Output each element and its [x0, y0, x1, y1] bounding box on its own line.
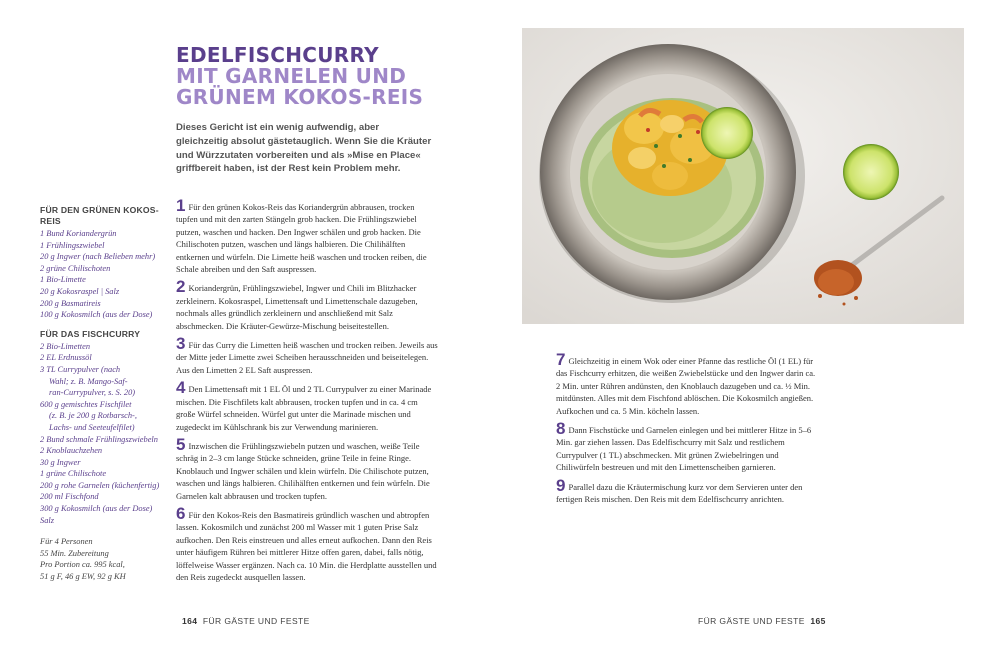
step-4 — [176, 378, 438, 433]
ingredient-item: 300 g Kokosmilch (aus der Dose) — [40, 504, 153, 514]
footer-right — [698, 616, 826, 626]
ingredient-item: 200 g Basmatireis — [40, 298, 101, 308]
recipe-intro: Dieses Gericht ist ein wenig aufwendig, aber gleichzeitig absolut gästetauglich. Wenn Sie die Kräuter und Würzzutaten vorbereiten und als »Mise en Place« griffbereit haben, ist der Rest kein Problem mehr. — [176, 122, 432, 175]
ingredient-item: ran-Currypulver, s. S. 20) — [49, 388, 136, 398]
recipe-meta — [40, 536, 170, 582]
step-text: Inzwischen die Frühlingszwiebeln putzen und waschen, weiße Teile schräg in 2–3 cm lange Stücke schneiden, grüne Teile in feine Ringe. Knoblauch und Ingwer schälen und klein würfeln. Die Chilischote putzen, waschen und längs halbieren. Chilihälften entkernen und fein würfeln. Die Garnelen kalt abbrausen und trocken tupfen. — [176, 440, 430, 501]
ingredients-list-curry — [40, 341, 170, 527]
step-6 — [176, 503, 438, 583]
step-text: Dann Fischstücke und Garnelen einlegen und bei mittlerer Hitze in 5–6 Min. gar ziehen lassen. Das Edelfischcurry mit Salz und restlichem Currypulver (1 TL) abschmecken. Mit grünen Zwiebelringen und Chiliwürfeln bestreuen und mit den Limettenscheiben garnieren. — [556, 425, 812, 473]
ingredient-item: 20 g Ingwer (nach Belieben mehr) — [40, 252, 156, 262]
ingredients-heading-curry: FÜR DAS FISCHCURRY — [40, 328, 141, 339]
steps-column-right — [556, 350, 818, 511]
title-line-2: MIT GARNELEN UND — [176, 64, 407, 88]
ingredient-item: 3 TL Currypulver (nach — [40, 364, 121, 374]
step-number: 6 — [176, 503, 186, 523]
page-number-left: 164 — [182, 616, 198, 626]
ingredient-item: (z. B. je 200 g Rotbarsch-, — [49, 411, 137, 421]
step-8 — [556, 419, 818, 474]
step-number: 5 — [176, 434, 186, 454]
step-5 — [176, 434, 438, 502]
ingredient-item: 2 Knoblauchzehen — [40, 446, 103, 456]
title-line-1: EDELFISCHCURRY — [176, 43, 379, 67]
ingredient-item: 200 g rohe Garnelen (küchenfertig) — [40, 480, 160, 490]
left-page — [0, 0, 495, 648]
prep-time: 55 Min. Zubereitung — [40, 548, 109, 558]
calories: Pro Portion ca. 995 kcal, — [40, 560, 125, 570]
step-text: Für das Curry die Limetten heiß waschen und trocken reiben. Jeweils aus der Mitte jeder Limette zwei Scheiben herausschneiden und beiseitelegen. Aus den Limetten 2 EL Saft auspressen. — [176, 340, 438, 375]
step-number: 8 — [556, 419, 566, 439]
ingredient-item: Salz — [40, 515, 54, 525]
step-number: 4 — [176, 378, 186, 398]
step-7 — [556, 350, 818, 417]
page-number-right: 165 — [810, 616, 826, 626]
step-number: 2 — [176, 277, 186, 297]
step-text: Den Limettensaft mit 1 EL Öl und 2 TL Currypulver zu einer Marinade mischen. Die Fischfilets kalt abbrausen, trocken tupfen und in ca. 4 cm große Würfel schneiden. Würfel gut unter die Marinade mischen und zugedeckt im Kühlschrank bis zur Verwendung marinieren. — [176, 384, 432, 432]
footer-section-label: FÜR GÄSTE UND FESTE — [202, 616, 310, 626]
recipe-title — [176, 45, 423, 108]
step-2 — [176, 277, 438, 332]
ingredient-item: 100 g Kokosmilch (aus der Dose) — [40, 310, 153, 320]
step-text: Für den grünen Kokos-Reis das Koriandergrün abbrausen, trocken tupfen und mit den zarten Stängeln grob hacken. Die Frühlingszwiebel putzen, waschen und hacken. Den Ingwer schälen und grob hacken. Die Chilischoten putzen, waschen und längs halbieren. Die Chilihälften entkernen und würfeln. Die Limette heiß waschen und trocken reiben, die Schale abreiben und den Saft auspressen. — [176, 202, 427, 275]
ingredient-item: 600 g gemischtes Fischfilet — [40, 399, 132, 409]
step-text: Für den Kokos-Reis den Basmatireis gründlich waschen und abtropfen lassen. Kokosmilch und zunächst 200 ml Wasser mit 1 guten Prise Salz aufkochen. Den Reis einstreuen und alles erneut aufkochen. Dann den Reis unter häufigem Rühren bei mittlerer Hitze offen garen, dabei, falls nötig, löffelweise Wasser ergänzen. Nach ca. 10 Min. die Herdplatte ausstellen und den Reis zugedeckt ausquellen lassen. — [176, 509, 437, 582]
step-9 — [556, 475, 818, 506]
steps-column-left — [176, 196, 438, 589]
ingredients-column — [40, 205, 170, 583]
ingredient-item: 1 grüne Chilischote — [40, 469, 107, 479]
ingredients-heading-rice: FÜR DEN GRÜNEN KOKOS-REIS — [40, 205, 159, 226]
right-page — [496, 0, 991, 648]
nutrition: 51 g F, 46 g EW, 92 g KH — [40, 572, 126, 582]
step-text: Gleichzeitig in einem Wok oder einer Pfanne das restliche Öl (1 EL) für das Fischcurry erhitzen, die weißen Zwiebelstücke und den Ingwer darin ca. 2 Min. unter Rühren andünsten, den Knoblauch dazugeben und ca. ½ Min. mitdünsten. Alles mit dem Fischfond ablöschen. Die Kokosmilch angießen. Aufkochen und ca. 5 Min. köcheln lassen. — [556, 356, 816, 416]
servings: Für 4 Personen — [40, 537, 93, 547]
ingredients-list-rice — [40, 228, 170, 321]
step-3 — [176, 334, 438, 376]
step-text: Parallel dazu die Kräutermischung kurz vor dem Servieren unter den fertigen Reis mischen. Den Reis mit dem Edelfischcurry anrichten. — [556, 481, 803, 505]
step-number: 3 — [176, 334, 186, 354]
ingredient-item: 1 Bund Koriandergrün — [40, 229, 117, 238]
ingredient-item: 2 EL Erdnussöl — [40, 353, 92, 363]
step-number: 1 — [176, 196, 186, 215]
step-number: 9 — [556, 475, 566, 495]
footer-left — [182, 616, 310, 626]
ingredient-item: 2 Bio-Limetten — [40, 341, 91, 351]
ingredient-item: 1 Bio-Limette — [40, 275, 86, 285]
ingredient-item: 200 ml Fischfond — [40, 492, 99, 502]
ingredient-item: 2 grüne Chilischoten — [40, 263, 111, 273]
ingredient-item: 1 Frühlingszwiebel — [40, 240, 105, 250]
footer-section-label: FÜR GÄSTE UND FESTE — [698, 616, 805, 626]
ingredient-item: 20 g Kokosraspel | Salz — [40, 286, 120, 296]
ingredient-item: 30 g Ingwer — [40, 457, 81, 467]
ingredient-item: Lachs- und Seeteufelfilet) — [49, 422, 135, 432]
step-number: 7 — [556, 350, 566, 369]
step-1 — [176, 196, 438, 275]
title-line-3: GRÜNEM KOKOS-REIS — [176, 85, 424, 109]
step-text: Koriandergrün, Frühlingszwiebel, Ingwer und Chili im Blitzhacker zerkleinern. Kokosraspel, Limettensaft und Limettenschale dazugeben, nochmals alles gründlich zerkleinern und anschließend mit Salz abschmecken. Die Kräuter-Gewürze-Mischung beiseitestellen. — [176, 283, 418, 331]
ingredient-item: Wahl; z. B. Mango-Saf- — [49, 376, 128, 386]
ingredient-item: 2 Bund schmale Frühlingszwiebeln — [40, 434, 158, 444]
